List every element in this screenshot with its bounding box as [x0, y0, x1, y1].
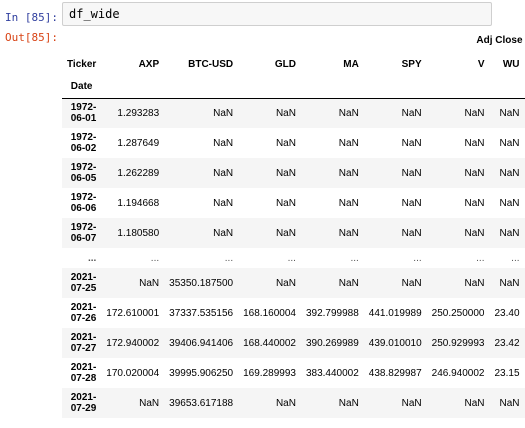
table-cell: NaN [213, 167, 234, 179]
table-cell: 169.289993 [243, 367, 296, 379]
column-header: GLD [274, 58, 296, 70]
date-part: 2021- [70, 332, 97, 343]
table-cell: 1.287649 [117, 137, 160, 149]
table-row [62, 358, 525, 388]
table-cell: NaN [275, 197, 296, 209]
table-cell: ... [150, 252, 160, 264]
table-cell: 383.440002 [305, 367, 359, 379]
table-cell: NaN [275, 277, 296, 289]
table-cell: NaN [401, 137, 422, 149]
date-part: 06-02 [70, 143, 97, 154]
table-cell: 250.250000 [431, 307, 485, 319]
table-cell: NaN [401, 227, 422, 239]
table-cell: 246.940002 [431, 367, 485, 379]
table-row [62, 388, 525, 418]
ellipsis-row [62, 248, 525, 268]
table-cell: 172.940002 [106, 337, 160, 349]
date-part: 07-27 [70, 343, 97, 354]
table-row [62, 158, 525, 188]
table-cell: 39995.906250 [169, 367, 234, 379]
table-cell: NaN [499, 137, 520, 149]
header-index-row [62, 76, 525, 98]
table-cell: NaN [338, 227, 359, 239]
date-part: 07-25 [70, 283, 97, 294]
column-header: MA [343, 58, 359, 70]
date-part: 2021- [70, 392, 97, 403]
row-index-date [62, 298, 101, 328]
row-index-date [62, 98, 101, 128]
date-part: 06-07 [70, 233, 97, 244]
date-part: ... [87, 252, 97, 264]
row-index-date [62, 248, 101, 268]
table-cell: 23.40 [494, 307, 520, 319]
table-cell: 37337.535156 [169, 307, 234, 319]
output-prompt: Out[85]: [5, 31, 58, 44]
date-part: 06-01 [70, 113, 97, 125]
table-row [62, 188, 525, 218]
table-cell: 170.020004 [106, 367, 160, 379]
row-index-name: Date [70, 81, 93, 93]
table-cell: NaN [464, 167, 485, 179]
row-index-date [62, 388, 101, 418]
table-cell: NaN [213, 137, 234, 149]
table-cell: NaN [338, 197, 359, 209]
date-part: 1972- [70, 162, 97, 173]
table-cell: NaN [213, 197, 234, 209]
column-header: AXP [138, 58, 160, 70]
next-cell-fragment [62, 424, 202, 428]
table-cell: NaN [464, 197, 485, 209]
table-cell: NaN [275, 167, 296, 179]
table-row [62, 328, 525, 358]
column-header: WU [502, 58, 520, 70]
table-row [62, 98, 525, 128]
date-part: 1972- [70, 102, 97, 114]
table-cell: NaN [464, 137, 485, 149]
date-part: 1972- [70, 132, 97, 143]
table-row [62, 218, 525, 248]
date-part: 07-28 [70, 373, 97, 384]
table-cell: ... [350, 252, 359, 264]
table-cell: 1.293283 [117, 107, 160, 119]
table-cell: 438.829987 [368, 367, 422, 379]
table-cell: 250.929993 [431, 337, 485, 349]
row-index-date [62, 328, 101, 358]
code-cell-input[interactable]: df_wide [62, 2, 492, 26]
table-cell: 1.262289 [117, 167, 160, 179]
table-row [62, 298, 525, 328]
table-cell: 392.799988 [305, 307, 359, 319]
table-cell: NaN [464, 277, 485, 289]
table-cell: NaN [338, 107, 359, 119]
table-cell: NaN [213, 107, 234, 119]
dataframe-table [62, 28, 525, 418]
table-cell: 168.160004 [243, 307, 296, 319]
table-cell: NaN [338, 277, 359, 289]
date-part: 2021- [70, 272, 97, 283]
table-cell: NaN [401, 167, 422, 179]
table-cell: 23.15 [494, 367, 520, 379]
table-cell: NaN [464, 227, 485, 239]
table-cell: 1.180580 [117, 227, 160, 239]
table-cell: 39406.941406 [169, 337, 234, 349]
table-cell: ... [224, 252, 234, 264]
table-cell: 1.194668 [117, 197, 160, 209]
table-cell: NaN [499, 227, 520, 239]
table-cell: NaN [275, 137, 296, 149]
table-cell: NaN [401, 397, 422, 409]
table-cell: NaN [464, 397, 485, 409]
row-index-date [62, 128, 101, 158]
table-cell: NaN [499, 397, 520, 409]
header-level-1 [62, 52, 525, 76]
table-cell: ... [511, 252, 520, 264]
row-index-date [62, 268, 101, 298]
column-header: BTC-USD [188, 58, 234, 70]
table-cell: ... [476, 252, 485, 264]
table-cell: 439.010010 [368, 337, 422, 349]
header-level-0 [62, 28, 525, 52]
table-cell: ... [413, 252, 422, 264]
table-cell: NaN [275, 397, 296, 409]
date-part: 06-06 [70, 203, 97, 214]
table-cell: NaN [139, 397, 160, 409]
table-cell: ... [287, 252, 296, 264]
column-header: SPY [401, 58, 422, 70]
date-part: 06-05 [70, 173, 97, 184]
table-cell: NaN [139, 277, 160, 289]
row-index-date [62, 218, 101, 248]
table-cell: NaN [275, 107, 296, 119]
input-prompt: In [85]: [5, 11, 58, 24]
row-index-date [62, 158, 101, 188]
table-cell: 172.610001 [106, 307, 160, 319]
table-cell: NaN [275, 227, 296, 239]
table-cell: NaN [401, 107, 422, 119]
table-row [62, 128, 525, 158]
table-cell: 23.42 [494, 337, 520, 349]
column-group-header: Adj Close [476, 34, 523, 46]
column-index-name: Ticker [67, 58, 97, 70]
table-cell: NaN [499, 167, 520, 179]
date-part: 07-29 [70, 403, 97, 414]
table-cell: NaN [499, 277, 520, 289]
table-cell: NaN [499, 197, 520, 209]
date-part: 1972- [70, 192, 97, 203]
table-cell: NaN [338, 137, 359, 149]
table-cell: 441.019989 [368, 307, 422, 319]
table-cell: NaN [464, 107, 485, 119]
date-part: 07-26 [70, 313, 97, 324]
table-cell: NaN [401, 197, 422, 209]
date-part: 1972- [70, 222, 97, 233]
table-cell: NaN [338, 397, 359, 409]
row-index-date [62, 358, 101, 388]
table-cell: NaN [401, 277, 422, 289]
table-body [62, 98, 525, 418]
date-part: 2021- [70, 362, 97, 373]
table-cell: 39653.617188 [169, 397, 234, 409]
table-cell: NaN [213, 227, 234, 239]
table-cell: 35350.187500 [169, 277, 234, 289]
table-row [62, 268, 525, 298]
date-part: 2021- [70, 302, 97, 313]
row-index-date [62, 188, 101, 218]
table-cell: NaN [338, 167, 359, 179]
table-cell: NaN [499, 107, 520, 119]
table-cell: 168.440002 [243, 337, 296, 349]
table-cell: 390.269989 [305, 337, 359, 349]
dataframe-output [62, 28, 523, 426]
column-header: V [477, 58, 485, 70]
